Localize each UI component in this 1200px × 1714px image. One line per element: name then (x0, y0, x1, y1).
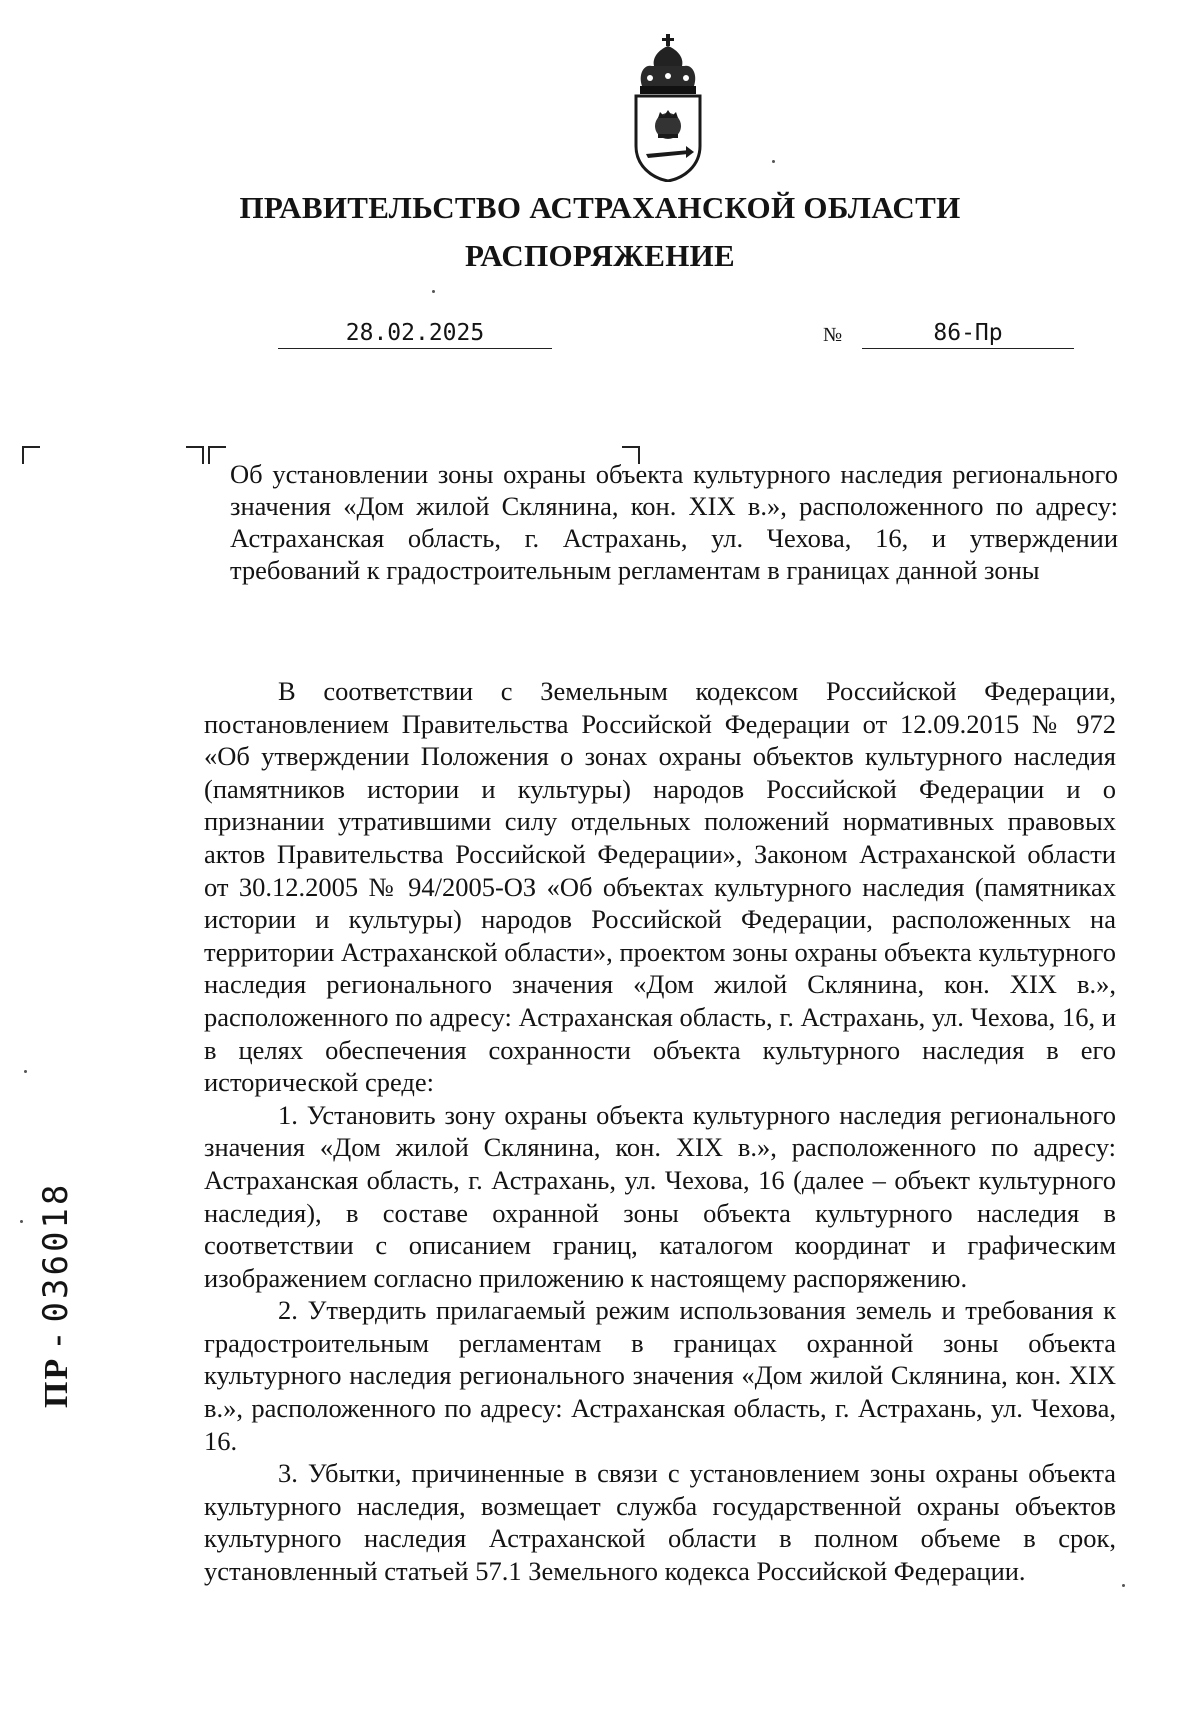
subject-corner-mark (208, 446, 226, 464)
scan-speck (20, 1220, 23, 1223)
number-sign: № (823, 324, 843, 346)
side-stamp (36, 1118, 76, 1408)
document-date: 28.02.2025 (278, 318, 552, 349)
document-number: 86-Пр (862, 318, 1074, 349)
scan-speck (24, 1070, 27, 1073)
subject-corner-mark (186, 446, 204, 464)
scan-speck (1122, 1584, 1125, 1587)
side-stamp-code: 036018 (36, 1181, 76, 1323)
side-stamp-prefix: ПР - (38, 1332, 75, 1408)
document-body (204, 675, 1116, 1588)
document-subject: Об установлении зоны охраны объекта культурного наследия регионального значения «Дом жилой Склянина, кон. XIX в.», расположенного по адресу: Астраханская область, г. Астрахань, ул. Чехова, 16, и утверждении требований к градостроительным регламентам в границах данной зоны (230, 459, 1118, 585)
body-item-1: 1. Установить зону охраны объекта культурного наследия регионального значения «Дом жилой Склянина, кон. XIX в.», расположенного по адресу: Астраханская область, г. Астрахань, ул. Чехова, 16 (далее – объект культурного наследия), в составе охранной зоны объекта культурного наследия в соответствии с описанием границ, каталогом координат и графическим изображением согласно приложению к настоящему распоряжению. (204, 1099, 1116, 1293)
body-preamble: В соответствии с Земельным кодексом Российской Федерации, постановлением Правительства Российской Федерации от 12.09.2015 № 972 «Об утверждении Положения о зонах охраны объектов культурного наследия (памятников истории и культуры) народов Российской Федерации и о признании утратившими силу отдельных положений нормативных правовых актов Правительства Российской Федерации», Законом Астраханской области от 30.12.2005 № 94/2005-ОЗ «Об объектах культурного наследия (памятниках истории и культуры) народов Российской Федерации, расположенных на территории Астраханской области», проектом зоны охраны объекта культурного наследия регионального значения «Дом жилой Склянина, кон. XIX в.», расположенного по адресу: Астраханская область, г. Астрахань, ул. Чехова, 16, и в целях обеспечения сохранности объекта культурного наследия в его исторической среде: (204, 676, 1116, 1098)
body-item-3: 3. Убытки, причиненные в связи с установлением зоны охраны объекта культурного наследия, возмещает служба государственной охраны объектов культурного наследия Астраханской области в полном объеме в срок, установленный статьей 57.1 Земельного кодекса Российской Федерации. (204, 1458, 1116, 1587)
document-type: РАСПОРЯЖЕНИЕ (464, 238, 736, 273)
scan-speck (772, 160, 775, 163)
astrakhan-coat-of-arms-icon (628, 34, 708, 182)
scan-speck (432, 290, 435, 293)
government-title: ПРАВИТЕЛЬСТВО АСТРАХАНСКОЙ ОБЛАСТИ (239, 190, 961, 225)
margin-corner-mark (22, 446, 40, 464)
body-item-2: 2. Утвердить прилагаемый режим использования земель и требования к градостроительным регламентам в границах охранной зоны объекта культурного наследия регионального значения «Дом жилой Склянина, кон. XIX в.», расположенного по адресу: Астраханская область, г. Астрахань, ул. Чехова, 16. (204, 1295, 1116, 1456)
